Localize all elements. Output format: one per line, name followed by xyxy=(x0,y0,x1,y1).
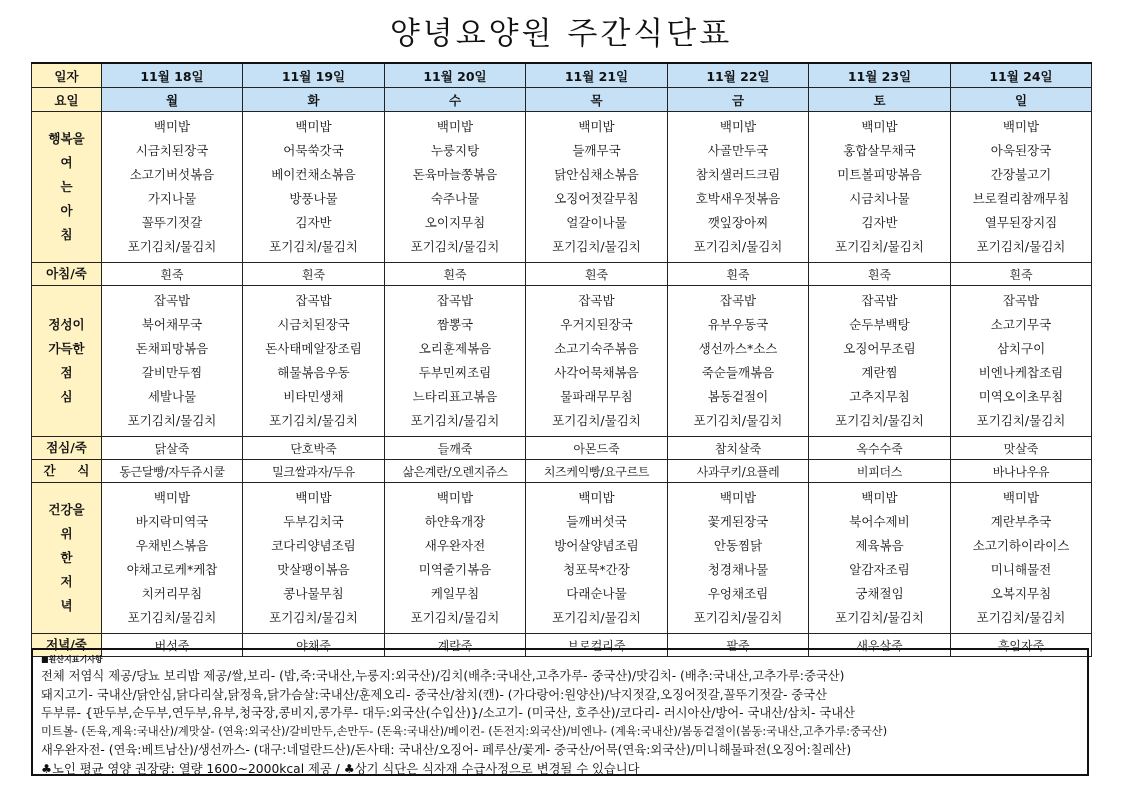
breakfast-label-line: 아 침 xyxy=(60,203,73,242)
menu-item: 백미밥 xyxy=(1002,490,1040,505)
breakfast-day-cell xyxy=(809,112,951,263)
menu-item: 포기김치/물김치 xyxy=(127,413,217,428)
menu-item: 봄동겉절이 xyxy=(707,389,769,404)
menu-item: 김자반 xyxy=(295,215,332,230)
porridge-cell: 들깨죽 xyxy=(385,437,526,460)
menu-item: 우엉채조림 xyxy=(707,586,769,601)
menu-item: 제육볶음 xyxy=(855,538,904,553)
menu-item: 사각어묵채볶음 xyxy=(554,365,639,380)
menu-item: 다래순나물 xyxy=(566,586,627,601)
lunch-day-cell xyxy=(526,286,668,437)
porridge-cell: 팥죽 xyxy=(668,634,809,657)
menu-item: 방풍나물 xyxy=(289,191,338,206)
menu-item: 호박새우젓볶음 xyxy=(695,191,781,206)
notes-heading: ■원산지표기사항 xyxy=(41,655,103,664)
dinner-day-cell xyxy=(951,483,1092,634)
menu-item: 참치샐러드크림 xyxy=(695,167,781,182)
menu-item: 포기김치/물김치 xyxy=(835,239,924,254)
breakfast-day-cell xyxy=(243,112,385,263)
menu-item: 홍합살무채국 xyxy=(843,143,916,158)
date-cell: 11월 22일 xyxy=(668,63,809,88)
menu-item: 소고기무국 xyxy=(990,317,1052,332)
menu-item: 돈육마늘쫑볶음 xyxy=(412,167,498,182)
menu-item: 바지락미역국 xyxy=(135,514,209,529)
menu-item: 하얀육개장 xyxy=(424,514,486,529)
menu-item: 오징어무조림 xyxy=(843,341,916,356)
menu-item: 생선까스*소스 xyxy=(698,341,778,356)
menu-item: 잡곡밥 xyxy=(295,293,332,308)
menu-item: 새우완자전 xyxy=(424,538,486,553)
snack-cell: 비피더스 xyxy=(809,460,951,483)
porridge-cell: 단호박죽 xyxy=(243,437,385,460)
menu-item: 방어살양념조림 xyxy=(554,538,639,553)
menu-item: 백미밥 xyxy=(295,490,332,505)
notes-line: 전체 저염식 제공/당뇨 보리밥 제공/쌀,보리- (밥,죽:국내산,누룽지:외국산)/김치(배추:국내산,고추가루- 중국산)/맛김치- (배추:국내산,고추가루:중국산) xyxy=(41,669,845,683)
date-cell: 11월 23일 xyxy=(809,63,951,88)
menu-item: 맛살팽이볶음 xyxy=(277,562,350,577)
menu-item: 비타민생채 xyxy=(283,389,344,404)
menu-item: 순두부백탕 xyxy=(849,317,910,332)
lunch-label xyxy=(32,286,102,437)
lunch-porridge-row xyxy=(32,437,1092,460)
menu-item: 야채고로케*케찹 xyxy=(126,562,218,577)
menu-item: 포기김치/물김치 xyxy=(269,239,358,254)
menu-item: 백미밥 xyxy=(578,119,615,134)
menu-item: 아욱된장국 xyxy=(990,143,1052,158)
breakfast-row xyxy=(32,112,1092,263)
menu-item: 포기김치/물김치 xyxy=(693,413,783,428)
breakfast-day-cell xyxy=(526,112,668,263)
dinner-day-cell xyxy=(385,483,526,634)
weekday-cell: 금 xyxy=(668,88,809,112)
snack-label xyxy=(32,460,102,483)
menu-item: 물파래무무침 xyxy=(560,389,633,404)
menu-item: 치커리무침 xyxy=(141,586,203,601)
snack-cell: 치즈케익빵/요구르트 xyxy=(526,460,668,483)
porridge-cell: 흰죽 xyxy=(102,263,243,286)
weekday-cell: 목 xyxy=(526,88,668,112)
page-title: 양녕요양원 주간식단표 xyxy=(389,16,733,52)
weekday-cell: 토 xyxy=(809,88,951,112)
porridge-cell: 흰죽 xyxy=(385,263,526,286)
snack-cell: 삶은계란/오렌지쥬스 xyxy=(385,460,526,483)
menu-item: 삼치구이 xyxy=(996,341,1046,356)
breakfast-label-line: 행복을 xyxy=(48,131,85,146)
menu-item: 백미밥 xyxy=(719,119,757,134)
date-row xyxy=(32,63,1092,88)
menu-item: 백미밥 xyxy=(719,490,757,505)
dinner-label xyxy=(32,483,102,634)
porridge-cell: 참치살죽 xyxy=(668,437,809,460)
weekday-label: 요일 xyxy=(32,88,102,112)
lunch-label-line: 정성이 xyxy=(48,317,85,332)
weekday-cell: 일 xyxy=(951,88,1092,112)
porridge-cell: 아몬드죽 xyxy=(526,437,668,460)
weekday-cell: 수 xyxy=(385,88,526,112)
menu-item: 북어채무국 xyxy=(141,317,203,332)
menu-item: 깻잎장아찌 xyxy=(707,215,769,230)
lunch-day-cell xyxy=(385,286,526,437)
breakfast-porridge-row xyxy=(32,263,1092,286)
dinner-label-line: 위 한 xyxy=(60,526,73,565)
menu-item: 잡곡밥 xyxy=(578,293,615,308)
menu-item: 포기김치/물김치 xyxy=(976,239,1066,254)
menu-item: 포기김치/물김치 xyxy=(127,239,217,254)
breakfast-porridge-label: 아침/죽 xyxy=(32,263,102,286)
menu-item: 시금치나물 xyxy=(849,191,910,206)
weekday-cell: 화 xyxy=(243,88,385,112)
breakfast-day-cell xyxy=(951,112,1092,263)
porridge-cell: 맛살죽 xyxy=(951,437,1092,460)
snack-label-text: 간 식 xyxy=(43,463,90,478)
porridge-cell: 옥수수죽 xyxy=(809,437,951,460)
menu-item: 포기김치/물김치 xyxy=(976,413,1066,428)
menu-item: 청경채나물 xyxy=(707,562,769,577)
menu-item: 유부우동국 xyxy=(707,317,769,332)
menu-item: 포기김치/물김치 xyxy=(693,239,783,254)
weekday-cell: 월 xyxy=(102,88,243,112)
menu-item: 두부민찌조림 xyxy=(418,365,492,380)
menu-item: 포기김치/물김치 xyxy=(410,239,500,254)
notes-line: 미트볼- (돈육,계육:국내산)/계맛살- (연육:외국산)/갈비만두,손만두- (돈육:국내산)/베이컨- (돈전지:외국산)/비엔나- (계육:국내산)/봄동겉절이(봄동:국내산,고추가루:중국산) xyxy=(41,724,888,738)
porridge-cell: 흰죽 xyxy=(526,263,668,286)
porridge-cell: 흰죽 xyxy=(951,263,1092,286)
menu-item: 미역줄기볶음 xyxy=(418,562,492,577)
menu-item: 닭안심채소볶음 xyxy=(554,167,639,182)
notes-line: 새우완자전- (연육:베트남산)/생선까스- (대구:네덜란드산)/돈사태: 국내산/오징어- 페루산/꽃게- 중국산/어묵(연육:외국산)/미니해물파전(오징어:칠레산) xyxy=(41,743,852,758)
lunch-label-line: 점 심 xyxy=(60,365,73,404)
lunch-day-cell xyxy=(668,286,809,437)
menu-item: 케일무침 xyxy=(430,586,480,601)
menu-item: 느타리표고볶음 xyxy=(412,389,498,404)
menu-item: 돈사태메알장조림 xyxy=(265,341,362,356)
menu-item: 우거지된장국 xyxy=(560,317,633,332)
porridge-cell: 흑임자죽 xyxy=(951,634,1092,657)
menu-item: 궁채절임 xyxy=(855,586,904,601)
menu-item: 백미밥 xyxy=(436,490,474,505)
menu-item: 백미밥 xyxy=(1002,119,1040,134)
menu-item: 백미밥 xyxy=(861,119,898,134)
dinner-day-cell xyxy=(243,483,385,634)
menu-item: 소고기하이라이스 xyxy=(972,538,1070,553)
snack-row xyxy=(32,460,1092,483)
menu-item: 돈채피망볶음 xyxy=(135,341,209,356)
lunch-row xyxy=(32,286,1092,437)
menu-item: 잡곡밥 xyxy=(153,293,191,308)
menu-item: 오리훈제볶음 xyxy=(418,341,492,356)
menu-item: 포기김치/물김치 xyxy=(410,413,500,428)
menu-item: 포기김치/물김치 xyxy=(835,413,924,428)
menu-item: 시금치된장국 xyxy=(277,317,350,332)
porridge-cell: 흰죽 xyxy=(668,263,809,286)
menu-item: 어묵쑥갓국 xyxy=(283,143,344,158)
menu-item: 청포묵*간장 xyxy=(563,562,630,577)
menu-item: 들깨무국 xyxy=(572,143,621,158)
dinner-row xyxy=(32,483,1092,634)
menu-item: 포기김치/물김치 xyxy=(269,413,358,428)
menu-item: 숙주나물 xyxy=(430,191,480,206)
lunch-label-line: 가득한 xyxy=(48,341,85,356)
menu-item: 짬뽕국 xyxy=(436,317,474,332)
porridge-cell: 흰죽 xyxy=(243,263,385,286)
breakfast-day-cell xyxy=(668,112,809,263)
snack-cell: 바나나우유 xyxy=(951,460,1092,483)
menu-item: 미니해물전 xyxy=(990,562,1052,577)
lunch-day-cell xyxy=(951,286,1092,437)
menu-item: 잡곡밥 xyxy=(1002,293,1040,308)
menu-item: 누룽지탕 xyxy=(430,143,480,158)
dinner-porridge-label: 저녁/죽 xyxy=(32,634,102,657)
menu-item: 계란찜 xyxy=(861,365,898,380)
lunch-day-cell xyxy=(243,286,385,437)
menu-item: 꽃게된장국 xyxy=(707,514,769,529)
date-cell: 11월 19일 xyxy=(243,63,385,88)
menu-item: 소고기숙주볶음 xyxy=(554,341,639,356)
notes-line: ♣노인 평균 영양 권장량: 열량 1600~2000kcal 제공 / ♣상기 식단은 식자재 수급사정으로 변경될 수 있습니다 xyxy=(41,761,640,776)
breakfast-day-cell xyxy=(102,112,243,263)
notes-line: 두부류- {판두부,순두부,연두부,유부,청국장,콩비지,콩가루- 대두:외국산(수입산)}/소고기- (미국산, 호주산)/코다리- 러시아산/방어- 국내산/삼치- 국내산 xyxy=(41,706,855,721)
menu-item: 미역오이초무침 xyxy=(978,389,1064,404)
dinner-label-line: 건강을 xyxy=(48,502,85,517)
menu-item: 백미밥 xyxy=(153,490,191,505)
dinner-label-line: 저 녁 xyxy=(60,574,73,613)
menu-item: 잡곡밥 xyxy=(436,293,474,308)
menu-item: 백미밥 xyxy=(861,490,898,505)
menu-item: 포기김치/물김치 xyxy=(693,610,783,625)
date-cell: 11월 18일 xyxy=(102,63,243,88)
snack-cell: 밀크쌀과자/두유 xyxy=(243,460,385,483)
menu-item: 백미밥 xyxy=(295,119,332,134)
menu-item: 계란부추국 xyxy=(990,514,1052,529)
menu-item: 베이컨채소볶음 xyxy=(271,167,356,182)
weekly-menu-table xyxy=(31,62,1092,657)
breakfast-day-cell xyxy=(385,112,526,263)
menu-item: 백미밥 xyxy=(436,119,474,134)
weekday-row xyxy=(32,88,1092,112)
date-cell: 11월 24일 xyxy=(951,63,1092,88)
menu-item: 콩나물무침 xyxy=(283,586,344,601)
menu-item: 포기김치/물김치 xyxy=(976,610,1066,625)
porridge-cell: 계란죽 xyxy=(385,634,526,657)
menu-item: 김자반 xyxy=(861,215,898,230)
menu-item: 포기김치/물김치 xyxy=(552,239,641,254)
dinner-day-cell xyxy=(809,483,951,634)
menu-item: 시금치된장국 xyxy=(135,143,209,158)
menu-item: 비엔나케찹조림 xyxy=(978,365,1064,380)
menu-item: 알감자조림 xyxy=(849,562,910,577)
menu-item: 가지나물 xyxy=(147,191,197,206)
snack-cell: 사과쿠키/요플레 xyxy=(668,460,809,483)
menu-item: 코다리양념조림 xyxy=(271,538,356,553)
menu-item: 미트볼피망볶음 xyxy=(837,167,922,182)
menu-item: 백미밥 xyxy=(153,119,191,134)
dinner-day-cell xyxy=(102,483,243,634)
notes-line: 돼지고기- 국내산/닭안심,닭다리살,닭정육,닭가슴살:국내산/훈제오리- 중국산/참치(캔)- (가다랑어:원양산)/낙지젓갈,오징어젓갈,꼴뚜기젓갈- 중국산 xyxy=(41,687,827,702)
menu-item: 꼴뚜기젓갈 xyxy=(141,215,203,230)
date-cell: 11월 21일 xyxy=(526,63,668,88)
porridge-cell: 닭살죽 xyxy=(102,437,243,460)
snack-cell: 동근달빵/자두쥬시쿨 xyxy=(102,460,243,483)
porridge-cell: 브로컬리죽 xyxy=(526,634,668,657)
menu-item: 브로컬리참깨무침 xyxy=(972,191,1070,206)
date-cell: 11월 20일 xyxy=(385,63,526,88)
menu-item: 오이지무침 xyxy=(424,215,486,230)
breakfast-label xyxy=(32,112,102,263)
menu-item: 우채빈스볶음 xyxy=(135,538,209,553)
lunch-day-cell xyxy=(809,286,951,437)
menu-item: 포기김치/물김치 xyxy=(410,610,500,625)
menu-item: 오복지무침 xyxy=(990,586,1052,601)
menu-item: 간장불고기 xyxy=(990,167,1052,182)
menu-item: 들깨버섯국 xyxy=(566,514,627,529)
menu-item: 사골만두국 xyxy=(707,143,769,158)
menu-item: 세발나물 xyxy=(147,389,197,404)
menu-item: 포기김치/물김치 xyxy=(269,610,358,625)
menu-item: 포기김치/물김치 xyxy=(127,610,217,625)
dinner-day-cell xyxy=(668,483,809,634)
menu-item: 갈비만두찜 xyxy=(141,365,203,380)
menu-item: 고추지무침 xyxy=(849,389,910,404)
menu-item: 잡곡밥 xyxy=(861,293,898,308)
menu-item: 두부김치국 xyxy=(283,514,344,529)
lunch-porridge-label: 점심/죽 xyxy=(32,437,102,460)
menu-item: 잡곡밥 xyxy=(719,293,757,308)
date-label: 일자 xyxy=(32,63,102,88)
menu-item: 백미밥 xyxy=(578,490,615,505)
menu-item: 포기김치/물김치 xyxy=(552,413,641,428)
menu-item: 소고기버섯볶음 xyxy=(129,167,215,182)
porridge-cell: 버섯죽 xyxy=(102,634,243,657)
porridge-cell: 흰죽 xyxy=(809,263,951,286)
dinner-day-cell xyxy=(526,483,668,634)
porridge-cell: 야채죽 xyxy=(243,634,385,657)
menu-item: 오징어젓갈무침 xyxy=(554,191,639,206)
porridge-cell: 새우살죽 xyxy=(809,634,951,657)
origin-notes xyxy=(31,648,1089,776)
menu-item: 해물볶음우동 xyxy=(277,365,350,380)
menu-item: 열무된장지짐 xyxy=(984,215,1058,230)
breakfast-label-line: 여 는 xyxy=(60,155,73,194)
lunch-day-cell xyxy=(102,286,243,437)
menu-item: 안동찜닭 xyxy=(713,538,763,553)
menu-item: 포기김치/물김치 xyxy=(552,610,641,625)
menu-item: 북어수제비 xyxy=(849,514,910,529)
menu-item: 포기김치/물김치 xyxy=(835,610,924,625)
menu-item: 죽순들깨볶음 xyxy=(701,365,775,380)
menu-item: 얼갈이나물 xyxy=(566,215,627,230)
